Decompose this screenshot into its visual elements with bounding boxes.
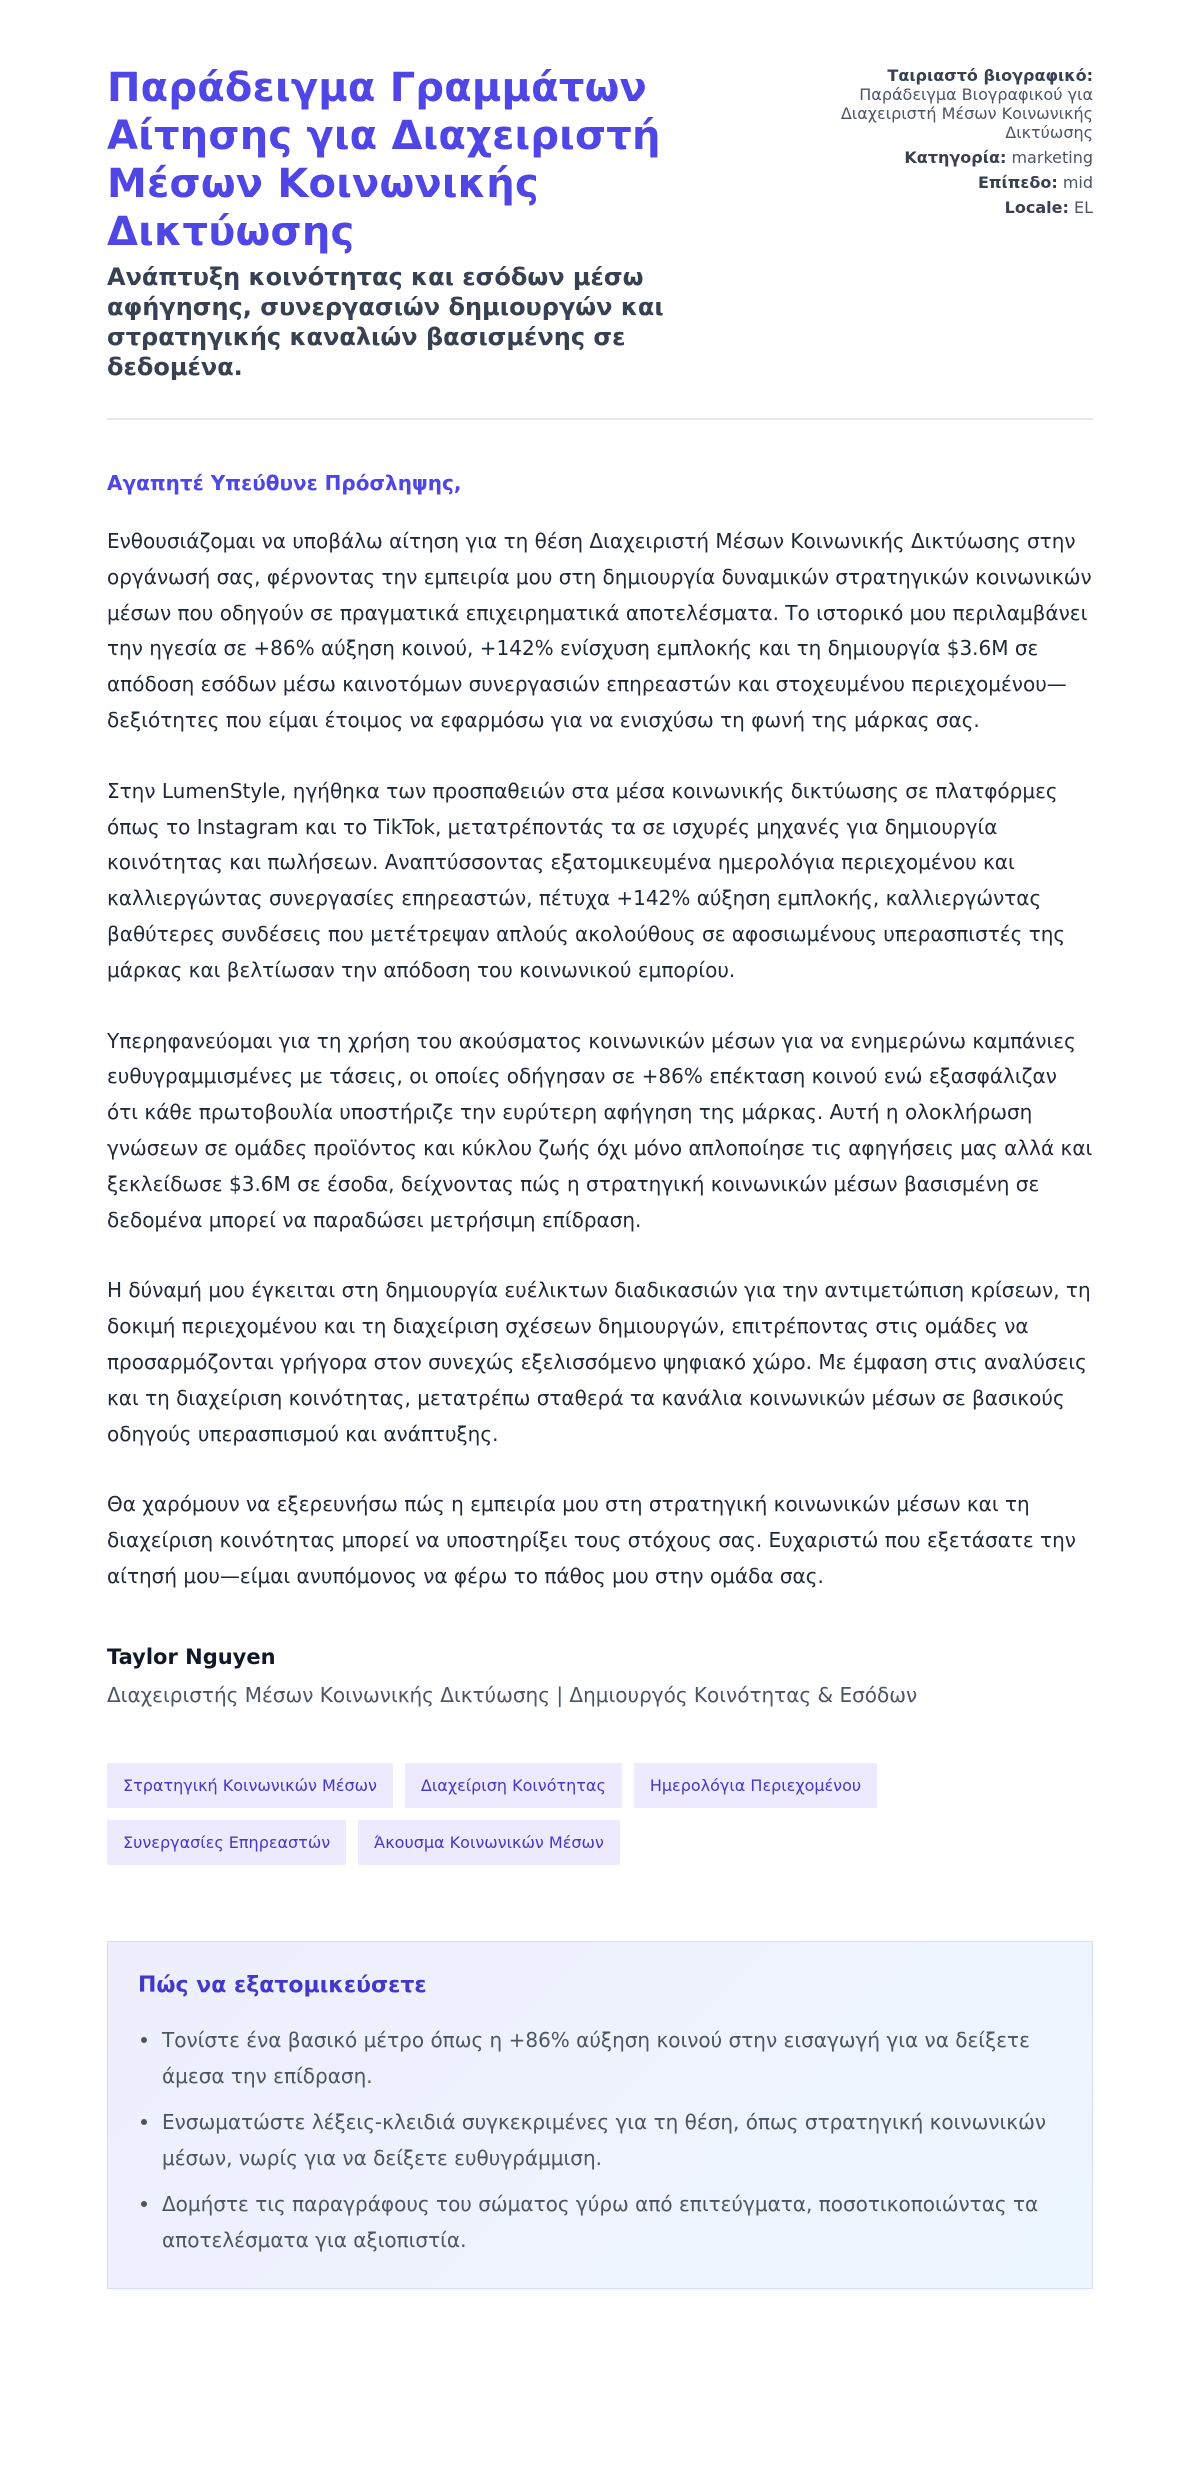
skill-tag[interactable]: Άκουσμα Κοινωνικών Μέσων bbox=[358, 1820, 620, 1865]
skill-tag[interactable]: Ημερολόγια Περιεχομένου bbox=[634, 1763, 877, 1808]
tips-title: Πώς να εξατομικεύσετε bbox=[138, 1972, 427, 1998]
skill-tag[interactable]: Διαχείριση Κοινότητας bbox=[405, 1763, 622, 1808]
page-subtitle: Ανάπτυξη κοινότητας και εσόδων μέσω αφήγησης, συνεργασιών δημιουργών και στρατηγικής καναλιών βασισμένης σε δεδομένα. bbox=[107, 263, 664, 381]
meta-level-label: Επίπεδο: bbox=[977, 173, 1058, 192]
meta-category bbox=[793, 148, 1093, 167]
page-header bbox=[107, 64, 1093, 382]
skill-tag[interactable]: Στρατηγική Κοινωνικών Μέσων bbox=[107, 1763, 393, 1808]
header-divider bbox=[107, 418, 1093, 420]
meta-matched-resume-value: Παράδειγμα Βιογραφικού για Διαχειριστή Μέσων Κοινωνικής Δικτύωσης bbox=[840, 85, 1093, 142]
meta-level bbox=[793, 173, 1093, 192]
letter-paragraph: Υπερηφανεύομαι για τη χρήση του ακούσματος κοινωνικών μέσων για να ενημερώνω καμπάνιες ευθυγραμμισμένες με τάσεις, οι οποίες οδήγησαν σε +86% επέκταση κοινού ενώ εξασφάλιζαν ότι κάθε πρωτοβουλία υποστήριζε την ευρύτερη αφήγηση της μάρκας. Αυτή η ολοκλήρωση γνώσεων σε ομάδες προϊόντος και κύκλου ζωής όχι μόνο απλοποίησε τις αφηγήσεις μας αλλά και ξεκλείδωσε $3.6M σε έσοδα, δείχνοντας πώς η στρατηγική κοινωνικών μέσων βασισμένη σε δεδομένα μπορεί να παραδώσει μετρήσιμη επίδραση. bbox=[107, 1028, 1093, 1232]
bullet-icon bbox=[141, 2201, 147, 2207]
tip-text: Τονίστε ένα βασικό μέτρο όπως η +86% αύξηση κοινού στην εισαγωγή για να δείξετε άμεσα την επίδραση. bbox=[162, 2027, 1030, 2088]
letter-body bbox=[107, 524, 1093, 1595]
tip-text: Δομήστε τις παραγράφους του σώματος γύρω από επιτεύγματα, ποσοτικοποιώντας τα αποτελέσματα για αξιοπιστία. bbox=[162, 2191, 1039, 2252]
letter-paragraph: Ενθουσιάζομαι να υποβάλω αίτηση για τη θέση Διαχειριστή Μέσων Κοινωνικής Δικτύωσης στην οργάνωσή σας, φέρνοντας την εμπειρία μου στη δημιουργία δυναμικών στρατηγικών κοινωνικών μέσων που οδηγούν σε πραγματικά επιχειρηματικά αποτελέσματα. Το ιστορικό μου περιλαμβάνει την ηγεσία σε +86% αύξηση κοινού, +142% ενίσχυση εμπλοκής και τη δημιουργία $3.6M σε απόδοση εσόδων μέσω καινοτόμων συνεργασιών επηρεαστών και στοχευμένου περιεχομένου—δεξιότητες που είμαι έτοιμος να εφαρμόσω για να ενισχύσω τη φωνή της μάρκας σας. bbox=[107, 529, 1092, 732]
letter-paragraph: Η δύναμή μου έγκειται στη δημιουργία ευέλικτων διαδικασιών για την αντιμετώπιση κρίσεων, τη δοκιμή περιεχομένου και τη διαχείριση σχέσεων δημιουργών, επιτρέποντας στις ομάδες να προσαρμόζονται γρήγορα στον συνεχώς εξελισσόμενο ψηφιακό χώρο. Με έμφαση στις αναλύσεις και τη διαχείριση κοινότητας, μετατρέπω σταθερά τα κανάλια κοινωνικών μέσων σε βασικούς οδηγούς υπερασπισμού και ανάπτυξης. bbox=[107, 1278, 1091, 1446]
bullet-icon bbox=[141, 2037, 147, 2043]
customization-tips bbox=[107, 1941, 1093, 2289]
tip-item bbox=[138, 2022, 1062, 2094]
meta-matched-resume bbox=[793, 66, 1093, 142]
meta-level-value: mid bbox=[1062, 173, 1093, 192]
tip-text: Ενσωματώστε λέξεις-κλειδιά συγκεκριμένες για τη θέση, όπως στρατηγική κοινωνικών μέσων, νωρίς για να δείξετε ευθυγράμμιση. bbox=[162, 2109, 1046, 2170]
meta-matched-resume-label: Ταιριαστό βιογραφικό: bbox=[887, 66, 1093, 85]
meta-panel bbox=[793, 64, 1093, 223]
letter-paragraph: Θα χαρόμουν να εξερευνήσω πώς η εμπειρία μου στη στρατηγική κοινωνικών μέσων και τη διαχείριση κοινότητας μπορεί να υποστηρίξει τους στόχους σας. Ευχαριστώ που εξετάσατε την αίτησή μου—είμαι ανυπόμονος να φέρω το πάθος μου στην ομάδα σας. bbox=[107, 1492, 1076, 1588]
page-title: Παράδειγμα Γραμμάτων Αίτησης για Διαχειριστή Μέσων Κοινωνικής Δικτύωσης bbox=[107, 65, 661, 255]
meta-locale-value: EL bbox=[1073, 198, 1093, 217]
tip-item bbox=[138, 2186, 1062, 2258]
signature-title: Διαχειριστής Μέσων Κοινωνικής Δικτύωσης | Δημιουργός Κοινότητας & Εσόδων bbox=[107, 1682, 918, 1707]
header-titles bbox=[107, 64, 717, 382]
meta-category-label: Κατηγορία: bbox=[904, 148, 1007, 167]
meta-locale bbox=[793, 198, 1093, 217]
letter bbox=[107, 470, 1093, 1595]
bullet-icon bbox=[141, 2119, 147, 2125]
meta-category-value: marketing bbox=[1011, 148, 1093, 167]
skill-tags bbox=[107, 1763, 967, 1865]
letter-paragraph: Στην LumenStyle, ηγήθηκα των προσπαθειών στα μέσα κοινωνικής δικτύωσης σε πλατφόρμες όπως το Instagram και το TikTok, μετατρέποντάς τα σε ισχυρές μηχανές για δημιουργία κοινότητας και πωλήσεων. Αναπτύσσοντας εξατομικευμένα ημερολόγια περιεχομένου και καλλιεργώντας συνεργασίες επηρεαστών, πέτυχα +142% αύξηση εμπλοκής, καλλιεργώντας βαθύτερες συνδέσεις που μετέτρεψαν απλούς ακολούθους σε αφοσιωμένους υπερασπιστές της μάρκας και βελτίωσαν την απόδοση του κοινωνικού εμπορίου. bbox=[107, 778, 1066, 982]
meta-locale-label: Locale: bbox=[1004, 198, 1069, 217]
signature-name: Taylor Nguyen bbox=[107, 1644, 276, 1669]
tip-item bbox=[138, 2104, 1062, 2176]
salutation: Αγαπητέ Υπεύθυνε Πρόσληψης, bbox=[107, 471, 462, 495]
signature-block bbox=[107, 1643, 1093, 1709]
tips-list bbox=[138, 2022, 1062, 2258]
skill-tag[interactable]: Συνεργασίες Επηρεαστών bbox=[107, 1820, 346, 1865]
